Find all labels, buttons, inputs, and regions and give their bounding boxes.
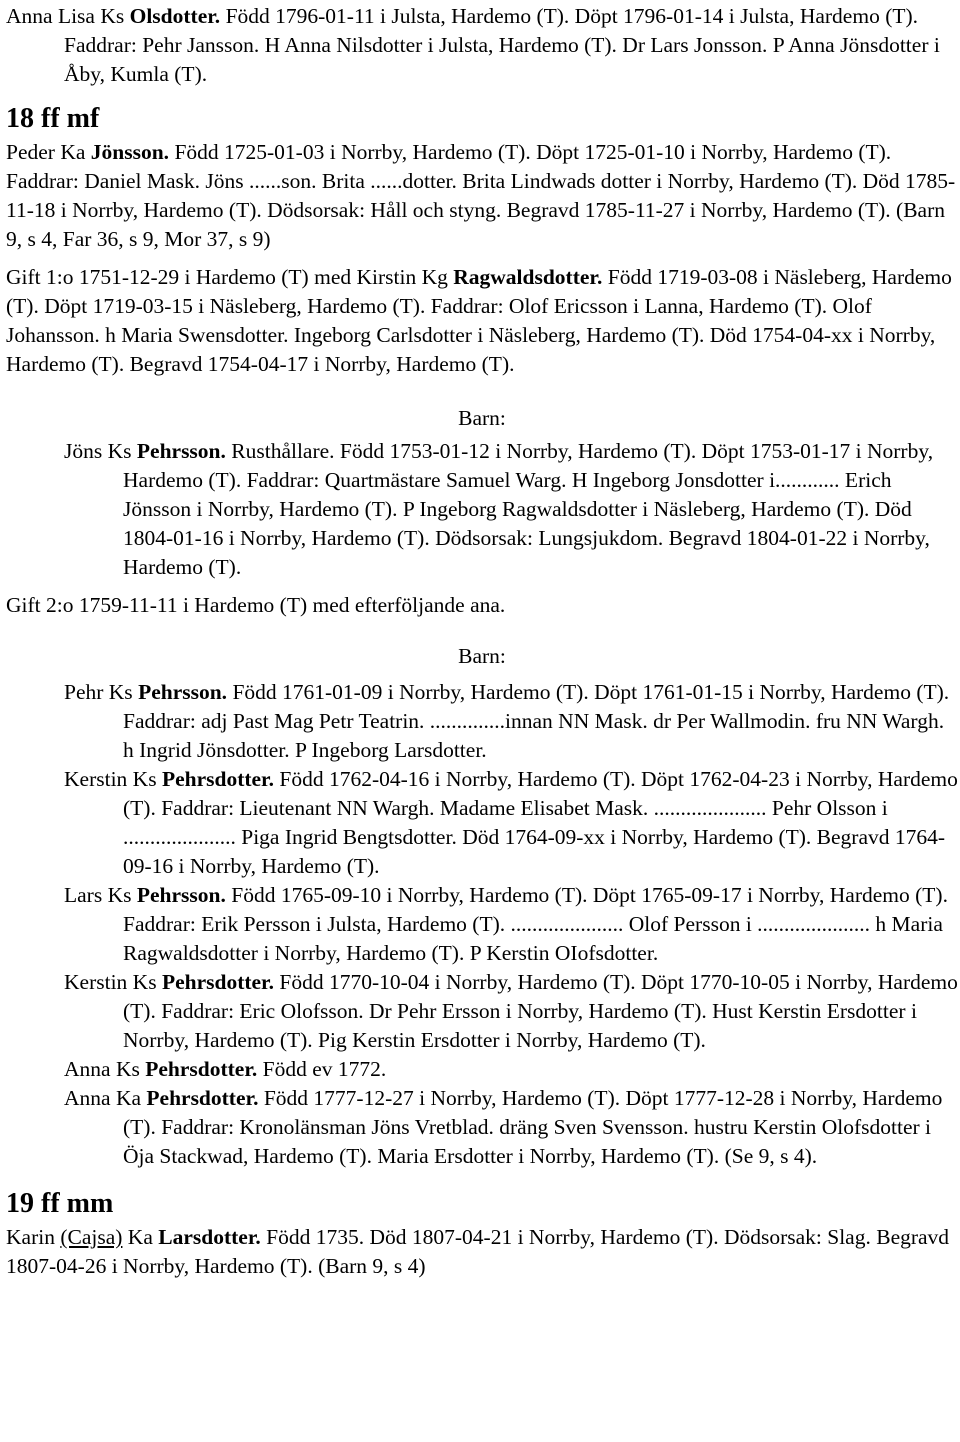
entry-text: Född 1761-01-09 i Norrby, Hardemo (T). Döpt 1761-01-15 i Norrby, Hardemo (T). Faddrar: adj Past Mag Petr Teatrin. ..............innan NN Mask. dr Per Wallmodin. fru NN Wargh. h Ingrid Jönsdotter. P Ingeborg Larsdotter. [123, 680, 950, 762]
surname: Olsdotter. [129, 4, 221, 28]
entry-karin-larsdotter [6, 1223, 958, 1281]
marriage-text: Gift 1:o 1751-12-29 i Hardemo (T) med Kirstin Kg [6, 265, 454, 289]
genealogy-page [6, 0, 958, 1281]
given-name: Anna Lisa Ks [6, 4, 130, 28]
child-anna-pehrsdotter-1772 [6, 1055, 958, 1084]
surname: Pehrsdotter. [161, 970, 274, 994]
patronymic-prefix: Ka [122, 1225, 159, 1249]
given-name: Lars Ks [64, 883, 137, 907]
entry-text: Född 1777-12-27 i Norrby, Hardemo (T). Döpt 1777-12-28 i Norrby, Hardemo (T). Faddrar: Kronolänsman Jöns Vretblad. dräng Sven Svensson. hustru Kerstin Olofsdotter i Öja Stackwad, Hardemo (T). Maria Ersdotter i Norrby, Hardemo (T). (Se 9, s 4). [123, 1086, 943, 1168]
surname: Larsdotter. [158, 1225, 261, 1249]
surname: Pehrsdotter. [146, 1086, 259, 1110]
entry-text: Född 1725-01-03 i Norrby, Hardemo (T). Döpt 1725-01-10 i Norrby, Hardemo (T). Faddrar: Daniel Mask. Jöns ......son. Brita ......dotter. Brita Lindwads dotter i Norrby, Hardemo (T). Död 1785-11-18 i Norrby, Hardemo (T). Dödsorsak: Håll och styng. Begravd 1785-11-27 i Norrby, Hardemo (T). (Barn 9, s 4, Far 36, s 9, Mor 37, s 9) [6, 140, 956, 251]
entry-text: Född 1735. Död 1807-04-21 i Norrby, Hardemo (T). Dödsorsak: Slag. Begravd 1807-04-26 i Norrby, Hardemo (T). (Barn 9, s 4) [6, 1225, 950, 1278]
given-name: Kerstin Ks [64, 970, 162, 994]
marriage-first [6, 263, 958, 379]
given-name: Pehr Ks [64, 680, 139, 704]
entry-text: Rusthållare. Född 1753-01-12 i Norrby, Hardemo (T). Döpt 1753-01-17 i Norrby, Hardemo (T). Faddrar: Quartmästare Samuel Warg. H Ingeborg Jonsdotter i............ Erich Jönsson i Norrby, Hardemo (T). P Ingeborg Ragwaldsdotter i Näsleberg, Hardemo (T). Död 1804-01-16 i Norrby, Hardemo (T). Dödsorsak: Lungsjukdom. Begravd 1804-01-22 i Norrby, Hardemo (T). [123, 439, 934, 579]
child-lars-pehrsson [6, 881, 958, 968]
given-name: Anna Ks [64, 1057, 146, 1081]
surname: Pehrsson. [138, 680, 228, 704]
child-jons-pehrsson [6, 437, 958, 582]
children-label: Barn: [458, 644, 506, 668]
children-label: Barn: [458, 406, 506, 430]
entry-text: Född 1770-10-04 i Norrby, Hardemo (T). Döpt 1770-10-05 i Norrby, Hardemo (T). Faddrar: Eric Olofsson. Dr Pehr Ersson i Norrby, Hardemo (T). Hust Kerstin Ersdotter i Norrby, Hardemo (T). Pig Kerstin Ersdotter i Norrby, Hardemo (T). [123, 970, 958, 1052]
nickname: (Cajsa) [60, 1225, 123, 1249]
surname: Jönsson. [90, 140, 170, 164]
section-heading-19: 19 ff mm [6, 1188, 114, 1219]
surname: Pehrsson. [136, 439, 226, 463]
surname: Pehrsdotter. [145, 1057, 258, 1081]
entry-text: Född 1796-01-11 i Julsta, Hardemo (T). Döpt 1796-01-14 i Julsta, Hardemo (T). Faddrar: Pehr Jansson. H Anna Nilsdotter i Julsta, Hardemo (T). Dr Lars Jonsson. P Anna Jönsdotter i Åby, Kumla (T). [64, 4, 940, 86]
entry-peder-jonsson [6, 138, 958, 254]
given-name: Peder Ka [6, 140, 91, 164]
entry-text: Född ev 1772. [257, 1057, 387, 1081]
entry-text: Född 1765-09-10 i Norrby, Hardemo (T). Döpt 1765-09-17 i Norrby, Hardemo (T). Faddrar: Erik Persson i Julsta, Hardemo (T). ..................... Olof Persson i ..................... h Maria Ragwaldsdotter i Norrby, Hardemo (T). P Kerstin OIofsdotter. [123, 883, 948, 965]
surname: Pehrsson. [136, 883, 226, 907]
spouse-text: Född 1719-03-08 i Näsleberg, Hardemo (T). Döpt 1719-03-15 i Näsleberg, Hardemo (T). Faddrar: Olof Ericsson i Lanna, Hardemo (T). Olof Johansson. h Maria Swensdotter. Ingeborg Carlsdotter i Näsleberg, Hardemo (T). Död 1754-04-xx i Norrby, Hardemo (T). Begravd 1754-04-17 i Norrby, Hardemo (T). [6, 265, 952, 376]
surname: Pehrsdotter. [161, 767, 274, 791]
given-name: Kerstin Ks [64, 767, 162, 791]
section-heading-18: 18 ff mf [6, 103, 100, 134]
entry-anna-lisa-olsdotter [6, 2, 958, 89]
entry-text: Född 1762-04-16 i Norrby, Hardemo (T). Döpt 1762-04-23 i Norrby, Hardemo (T). Faddrar: Lieutenant NN Wargh. Madame Elisabet Mask. ..................... Pehr Olsson i ..................... Piga Ingrid Bengtsdotter. Död 1764-09-xx i Norrby, Hardemo (T). Begravd 1764-09-16 i Norrby, Hardemo (T). [123, 767, 958, 878]
spouse-surname: Ragwaldsdotter. [453, 265, 603, 289]
given-name: Jöns Ks [64, 439, 137, 463]
given-name: Anna Ka [64, 1086, 147, 1110]
child-kerstin-pehrsdotter-1770 [6, 968, 958, 1055]
child-kerstin-pehrsdotter-1762 [6, 765, 958, 881]
marriage-second: Gift 2:o 1759-11-11 i Hardemo (T) med efterföljande ana. [6, 593, 506, 617]
child-pehr-pehrsson [6, 678, 958, 765]
given-name: Karin [6, 1225, 61, 1249]
child-anna-pehrsdotter-1777 [6, 1084, 958, 1171]
